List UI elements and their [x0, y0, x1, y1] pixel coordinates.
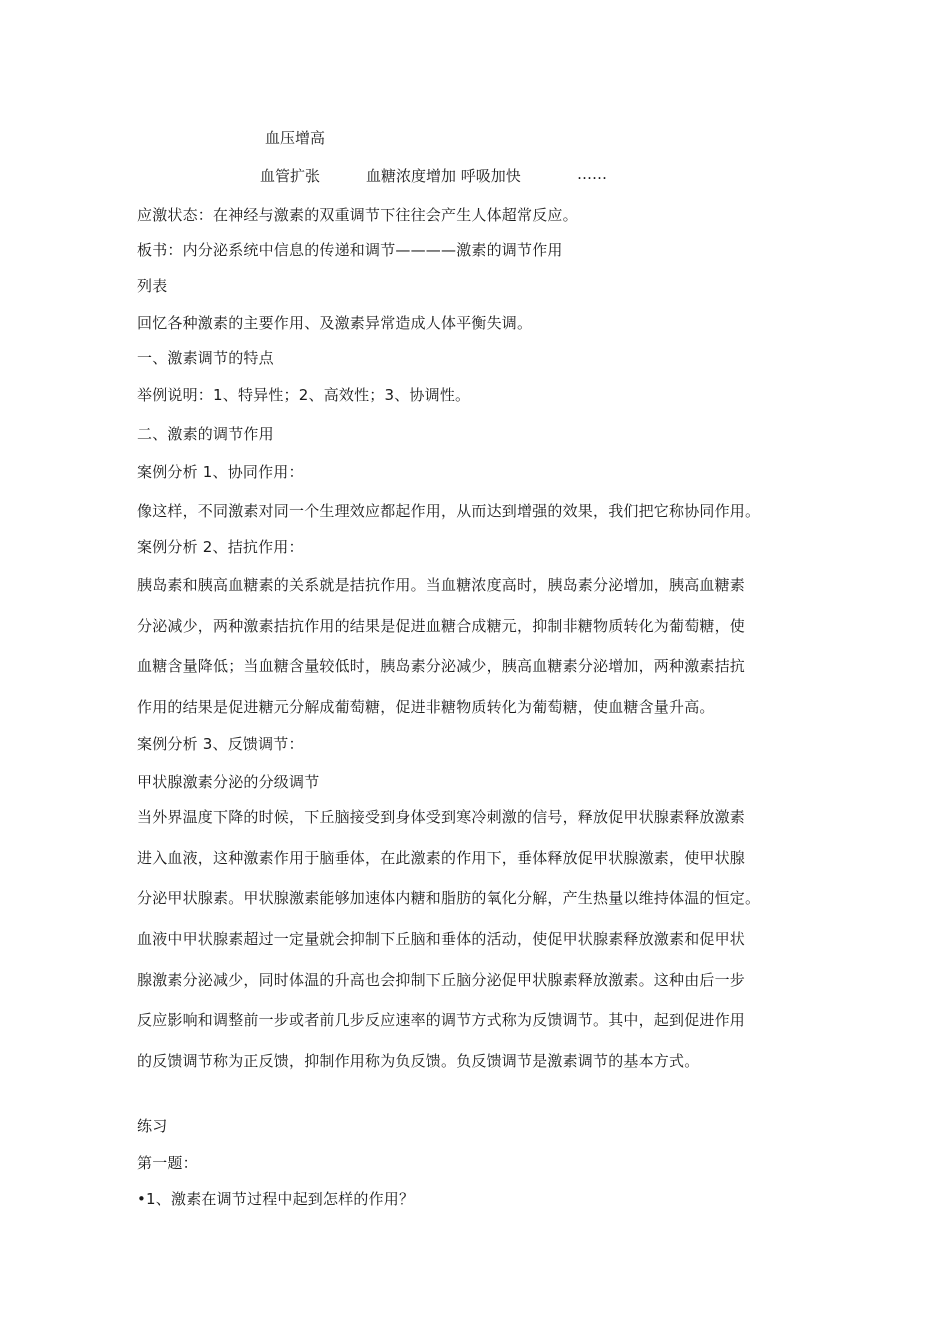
list-line: 列表 — [137, 277, 168, 295]
synergy-line: 像这样，不同激素对同一个生理效应都起作用，从而达到增强的效果，我们把它称协同作用。 — [137, 502, 761, 520]
board-line: 板书：内分泌系统中信息的传递和调节————激素的调节作用 — [137, 241, 563, 259]
paragraph-line: 腺激素分泌减少，同时体温的升高也会抑制下丘脑分泌促甲状腺素释放激素。这种由后一步 — [137, 970, 746, 989]
thyroid-title: 甲状腺激素分泌的分级调节 — [137, 773, 320, 791]
paragraph-line: 的反馈调节称为正反馈，抑制作用称为负反馈。负反馈调节是激素调节的基本方式。 — [137, 1052, 700, 1071]
section-heading-2: 二、激素的调节作用 — [137, 425, 274, 443]
paragraph-line: 当外界温度下降的时候，下丘脑接受到身体受到寒冷刺激的信号，释放促甲状腺素释放激素 — [137, 808, 746, 826]
paragraph-line: 分泌甲状腺素。甲状腺激素能够加速体内糖和脂肪的氧化分解，产生热量以维持体温的恒定。 — [137, 889, 761, 908]
example-line: 举例说明：1、特异性；2、高效性；3、协调性。 — [137, 386, 471, 404]
question-1-title: 第一题： — [137, 1154, 198, 1172]
antagonism-paragraph — [137, 575, 817, 738]
paragraph-line: 进入血液，这种激素作用于脑垂体，在此激素的作用下，垂体释放促甲状腺激素，使甲状腺 — [137, 848, 746, 867]
case-3-heading: 案例分析 3、反馈调节： — [137, 735, 304, 753]
diagram-label-ellipsis: …… — [577, 165, 607, 183]
paragraph-line: 分泌减少，两种激素拮抗作用的结果是促进血糖合成糖元，抑制非糖物质转化为葡萄糖，使 — [137, 616, 746, 635]
paragraph-line: 作用的结果是促进糖元分解成葡萄糖，促进非糖物质转化为葡萄糖，使血糖含量升高。 — [137, 698, 715, 717]
question-1-item: •1、激素在调节过程中起到怎样的作用？ — [137, 1190, 415, 1208]
section-heading-1: 一、激素调节的特点 — [137, 349, 274, 367]
stress-state-line: 应激状态：在神经与激素的双重调节下往往会产生人体超常反应。 — [137, 206, 578, 224]
case-1-heading: 案例分析 1、协同作用： — [137, 463, 304, 481]
diagram-top-label: 血压增高 — [265, 129, 326, 147]
recall-line: 回忆各种激素的主要作用、及激素异常造成人体平衡失调。 — [137, 314, 533, 332]
paragraph-line: 反应影响和调整前一步或者前几步反应速率的调节方式称为反馈调节。其中，起到促进作用 — [137, 1011, 746, 1030]
practice-heading: 练习 — [137, 1117, 168, 1135]
paragraph-line: 血液中甲状腺素超过一定量就会抑制下丘脑和垂体的活动，使促甲状腺素释放激素和促甲状 — [137, 930, 746, 949]
paragraph-line: 胰岛素和胰高血糖素的关系就是拮抗作用。当血糖浓度高时，胰岛素分泌增加，胰高血糖素 — [137, 576, 746, 594]
case-2-heading: 案例分析 2、拮抗作用： — [137, 538, 304, 556]
diagram-label-vasodilation: 血管扩张 — [260, 167, 321, 185]
diagram-label-glucose-breathing: 血糖浓度增加 呼吸加快 — [366, 167, 521, 185]
feedback-paragraph — [137, 807, 817, 1092]
paragraph-line: 血糖含量降低；当血糖含量较低时，胰岛素分泌减少，胰高血糖素分泌增加，两种激素拮抗 — [137, 657, 746, 676]
